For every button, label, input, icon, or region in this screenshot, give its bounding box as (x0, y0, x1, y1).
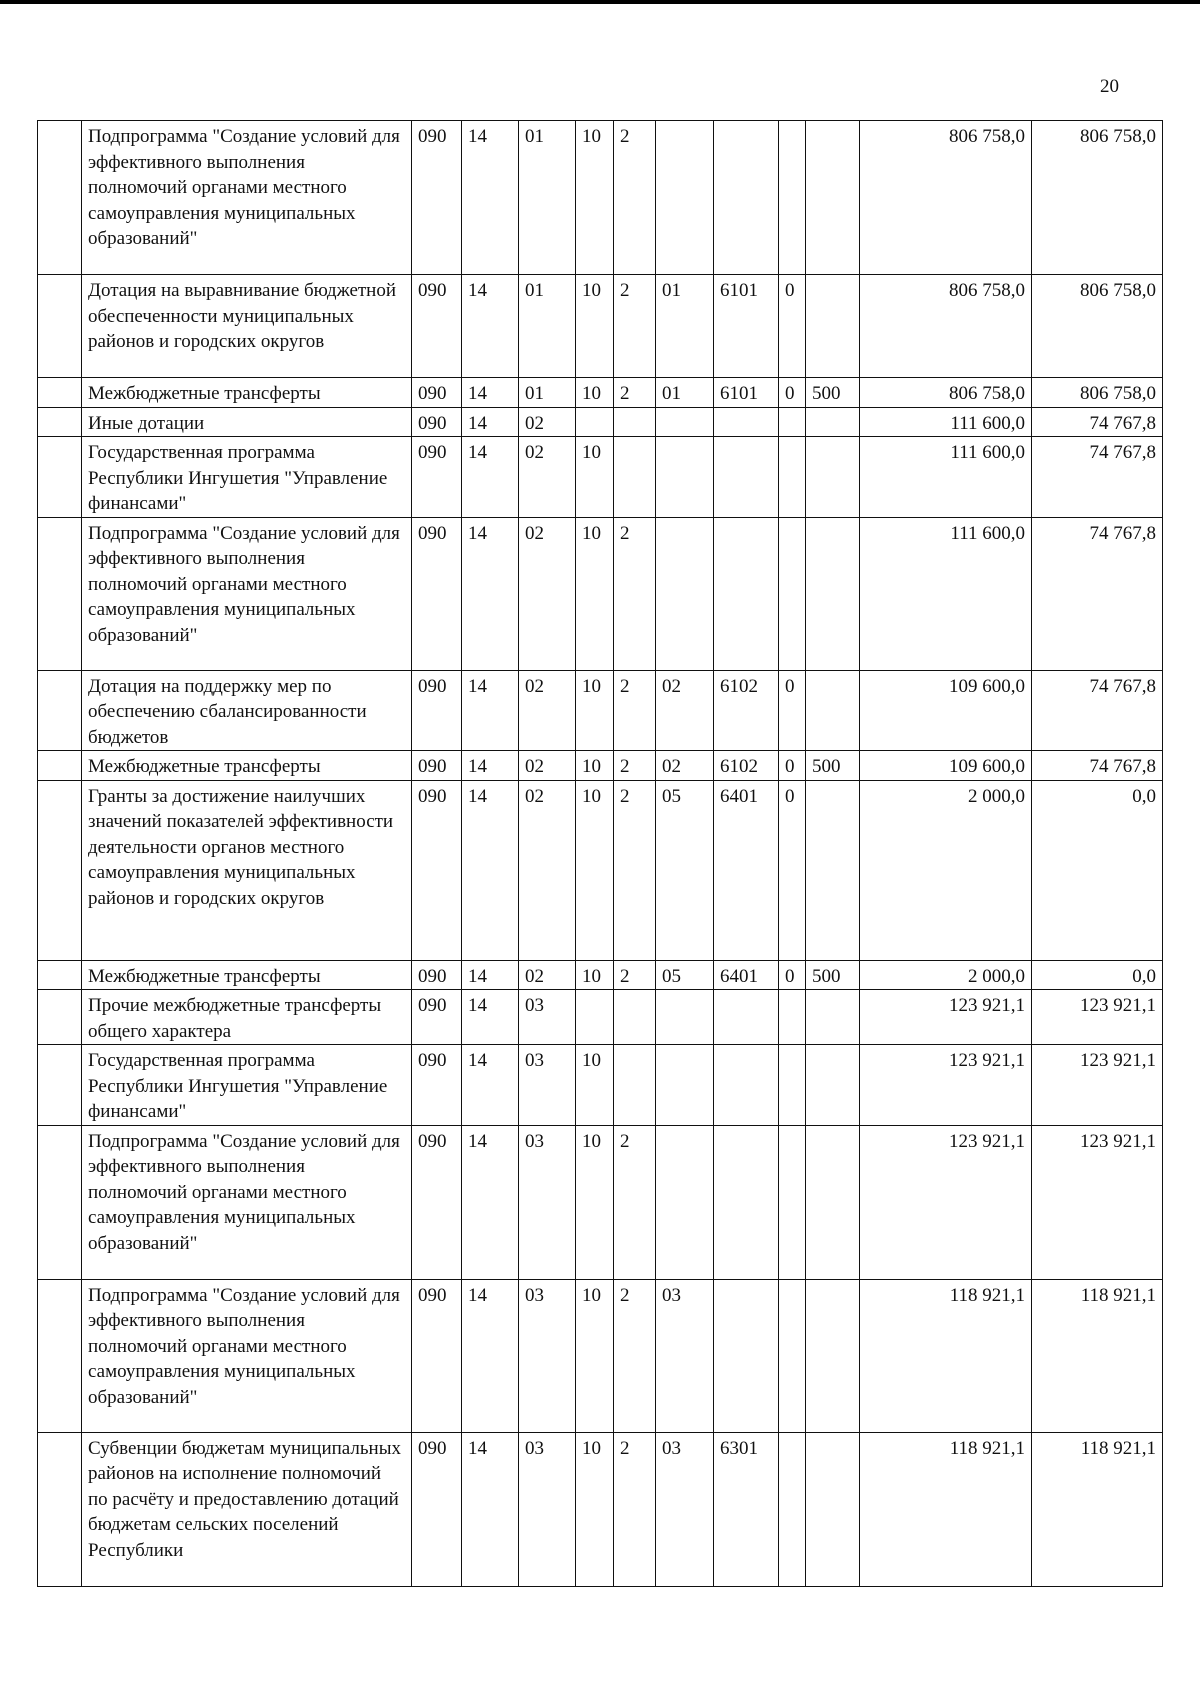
expense-type-cell (806, 1045, 860, 1126)
event-code-cell: 03 (656, 1279, 714, 1432)
subprogram-code-cell: 2 (614, 378, 656, 408)
direction-code-cell: 6102 (714, 670, 779, 751)
table-row (38, 437, 1163, 518)
amount-executed-cell: 0,0 (1032, 780, 1163, 960)
section-code-cell: 14 (462, 1432, 519, 1586)
program-code-cell: 10 (576, 275, 614, 378)
amount-cell: 118 921,1 (860, 1279, 1032, 1432)
subsection-code-cell: 01 (519, 378, 576, 408)
table-row (38, 1432, 1163, 1586)
amount-executed-cell: 74 767,8 (1032, 407, 1163, 437)
program-code-cell: 10 (576, 1432, 614, 1586)
name-cell: Подпрограмма "Создание условий для эффективного выполнения полномочий органами местного самоуправления муниципальных образований" (82, 1279, 412, 1432)
suffix-code-cell (779, 1125, 806, 1279)
program-code-cell (576, 990, 614, 1045)
suffix-code-cell: 0 (779, 960, 806, 990)
subprogram-code-cell: 2 (614, 1125, 656, 1279)
direction-code-cell (714, 121, 779, 275)
section-code-cell: 14 (462, 990, 519, 1045)
index-cell (38, 275, 82, 378)
section-code-cell: 14 (462, 378, 519, 408)
direction-code-cell: 6101 (714, 275, 779, 378)
ministry-code-cell: 090 (412, 1125, 462, 1279)
amount-executed-cell: 118 921,1 (1032, 1279, 1163, 1432)
ministry-code-cell: 090 (412, 960, 462, 990)
suffix-code-cell (779, 1045, 806, 1126)
section-code-cell: 14 (462, 407, 519, 437)
table-row (38, 407, 1163, 437)
suffix-code-cell (779, 1432, 806, 1586)
index-cell (38, 1432, 82, 1586)
name-cell: Подпрограмма "Создание условий для эффективного выполнения полномочий органами местного самоуправления муниципальных образований" (82, 517, 412, 670)
direction-code-cell (714, 990, 779, 1045)
subprogram-code-cell: 2 (614, 121, 656, 275)
index-cell (38, 751, 82, 781)
table-row (38, 517, 1163, 670)
expense-type-cell (806, 121, 860, 275)
event-code-cell (656, 1045, 714, 1126)
program-code-cell: 10 (576, 670, 614, 751)
index-cell (38, 670, 82, 751)
amount-executed-cell: 0,0 (1032, 960, 1163, 990)
event-code-cell: 03 (656, 1432, 714, 1586)
subprogram-code-cell: 2 (614, 960, 656, 990)
ministry-code-cell: 090 (412, 1045, 462, 1126)
amount-cell: 109 600,0 (860, 751, 1032, 781)
amount-executed-cell: 806 758,0 (1032, 275, 1163, 378)
event-code-cell (656, 407, 714, 437)
amount-executed-cell: 118 921,1 (1032, 1432, 1163, 1586)
event-code-cell: 02 (656, 751, 714, 781)
amount-executed-cell: 74 767,8 (1032, 437, 1163, 518)
amount-cell: 806 758,0 (860, 378, 1032, 408)
amount-cell: 123 921,1 (860, 990, 1032, 1045)
subprogram-code-cell: 2 (614, 275, 656, 378)
suffix-code-cell: 0 (779, 751, 806, 781)
suffix-code-cell: 0 (779, 378, 806, 408)
subprogram-code-cell: 2 (614, 670, 656, 751)
amount-executed-cell: 74 767,8 (1032, 517, 1163, 670)
direction-code-cell (714, 1279, 779, 1432)
program-code-cell: 10 (576, 121, 614, 275)
amount-cell: 123 921,1 (860, 1125, 1032, 1279)
section-code-cell: 14 (462, 1045, 519, 1126)
amount-cell: 806 758,0 (860, 121, 1032, 275)
amount-cell: 2 000,0 (860, 960, 1032, 990)
name-cell: Государственная программа Республики Ингушетия "Управление финансами" (82, 1045, 412, 1126)
amount-executed-cell: 806 758,0 (1032, 121, 1163, 275)
ministry-code-cell: 090 (412, 407, 462, 437)
subsection-code-cell: 01 (519, 121, 576, 275)
program-code-cell (576, 407, 614, 437)
amount-executed-cell: 123 921,1 (1032, 1125, 1163, 1279)
table-row (38, 751, 1163, 781)
ministry-code-cell: 090 (412, 121, 462, 275)
direction-code-cell (714, 1045, 779, 1126)
subprogram-code-cell: 2 (614, 517, 656, 670)
expense-type-cell (806, 780, 860, 960)
subprogram-code-cell (614, 990, 656, 1045)
section-code-cell: 14 (462, 751, 519, 781)
program-code-cell: 10 (576, 437, 614, 518)
ministry-code-cell: 090 (412, 1279, 462, 1432)
page-top-edge (0, 0, 1200, 4)
section-code-cell: 14 (462, 437, 519, 518)
subsection-code-cell: 02 (519, 780, 576, 960)
index-cell (38, 1125, 82, 1279)
section-code-cell: 14 (462, 670, 519, 751)
program-code-cell: 10 (576, 780, 614, 960)
suffix-code-cell (779, 437, 806, 518)
ministry-code-cell: 090 (412, 751, 462, 781)
section-code-cell: 14 (462, 780, 519, 960)
page-number: 20 (1100, 76, 1119, 97)
ministry-code-cell: 090 (412, 275, 462, 378)
program-code-cell: 10 (576, 517, 614, 670)
index-cell (38, 378, 82, 408)
expense-type-cell (806, 1279, 860, 1432)
amount-executed-cell: 74 767,8 (1032, 751, 1163, 781)
section-code-cell: 14 (462, 1279, 519, 1432)
amount-executed-cell: 123 921,1 (1032, 990, 1163, 1045)
section-code-cell: 14 (462, 275, 519, 378)
amount-cell: 109 600,0 (860, 670, 1032, 751)
table-row (38, 1125, 1163, 1279)
expense-type-cell (806, 517, 860, 670)
name-cell: Прочие межбюджетные трансферты общего характера (82, 990, 412, 1045)
suffix-code-cell: 0 (779, 670, 806, 751)
name-cell: Дотация на выравнивание бюджетной обеспеченности муниципальных районов и городских округов (82, 275, 412, 378)
ministry-code-cell: 090 (412, 990, 462, 1045)
ministry-code-cell: 090 (412, 780, 462, 960)
event-code-cell: 05 (656, 780, 714, 960)
subsection-code-cell: 03 (519, 1125, 576, 1279)
expense-type-cell (806, 1432, 860, 1586)
subprogram-code-cell: 2 (614, 1279, 656, 1432)
ministry-code-cell: 090 (412, 670, 462, 751)
subsection-code-cell: 03 (519, 1432, 576, 1586)
direction-code-cell: 6101 (714, 378, 779, 408)
name-cell: Гранты за достижение наилучших значений показателей эффективности деятельности органов местного самоуправления муниципальных районов и городских округов (82, 780, 412, 960)
expense-type-cell (806, 407, 860, 437)
budget-table (37, 120, 1163, 1587)
event-code-cell (656, 517, 714, 670)
name-cell: Иные дотации (82, 407, 412, 437)
subsection-code-cell: 01 (519, 275, 576, 378)
table-row (38, 1045, 1163, 1126)
table-row (38, 1279, 1163, 1432)
direction-code-cell: 6102 (714, 751, 779, 781)
name-cell: Государственная программа Республики Ингушетия "Управление финансами" (82, 437, 412, 518)
index-cell (38, 1279, 82, 1432)
name-cell: Межбюджетные трансферты (82, 751, 412, 781)
subprogram-code-cell: 2 (614, 780, 656, 960)
direction-code-cell: 6301 (714, 1432, 779, 1586)
direction-code-cell: 6401 (714, 960, 779, 990)
subprogram-code-cell: 2 (614, 751, 656, 781)
amount-executed-cell: 806 758,0 (1032, 378, 1163, 408)
suffix-code-cell: 0 (779, 780, 806, 960)
table-row (38, 990, 1163, 1045)
amount-cell: 806 758,0 (860, 275, 1032, 378)
event-code-cell: 05 (656, 960, 714, 990)
direction-code-cell (714, 407, 779, 437)
program-code-cell: 10 (576, 1045, 614, 1126)
table-row (38, 670, 1163, 751)
index-cell (38, 960, 82, 990)
subsection-code-cell: 03 (519, 1045, 576, 1126)
index-cell (38, 780, 82, 960)
subprogram-code-cell (614, 1045, 656, 1126)
suffix-code-cell (779, 121, 806, 275)
suffix-code-cell (779, 990, 806, 1045)
suffix-code-cell: 0 (779, 275, 806, 378)
table-row (38, 960, 1163, 990)
name-cell: Межбюджетные трансферты (82, 378, 412, 408)
name-cell: Дотация на поддержку мер по обеспечению сбалансированности бюджетов (82, 670, 412, 751)
expense-type-cell (806, 990, 860, 1045)
expense-type-cell: 500 (806, 751, 860, 781)
event-code-cell (656, 121, 714, 275)
event-code-cell (656, 1125, 714, 1279)
suffix-code-cell (779, 1279, 806, 1432)
subsection-code-cell: 03 (519, 1279, 576, 1432)
ministry-code-cell: 090 (412, 517, 462, 670)
index-cell (38, 517, 82, 670)
table-row (38, 378, 1163, 408)
amount-cell: 111 600,0 (860, 517, 1032, 670)
amount-executed-cell: 74 767,8 (1032, 670, 1163, 751)
section-code-cell: 14 (462, 517, 519, 670)
event-code-cell: 01 (656, 378, 714, 408)
index-cell (38, 990, 82, 1045)
subsection-code-cell: 02 (519, 437, 576, 518)
subprogram-code-cell (614, 437, 656, 518)
program-code-cell: 10 (576, 378, 614, 408)
ministry-code-cell: 090 (412, 378, 462, 408)
expense-type-cell (806, 437, 860, 518)
name-cell: Межбюджетные трансферты (82, 960, 412, 990)
expense-type-cell (806, 670, 860, 751)
amount-cell: 111 600,0 (860, 407, 1032, 437)
index-cell (38, 121, 82, 275)
program-code-cell: 10 (576, 751, 614, 781)
budget-table-body (38, 121, 1163, 1587)
index-cell (38, 1045, 82, 1126)
expense-type-cell (806, 1125, 860, 1279)
amount-cell: 111 600,0 (860, 437, 1032, 518)
amount-executed-cell: 123 921,1 (1032, 1045, 1163, 1126)
subsection-code-cell: 03 (519, 990, 576, 1045)
name-cell: Субвенции бюджетам муниципальных районов на исполнение полномочий по расчёту и предоставлению дотаций бюджетам сельских поселений Республики (82, 1432, 412, 1586)
suffix-code-cell (779, 407, 806, 437)
amount-cell: 118 921,1 (860, 1432, 1032, 1586)
expense-type-cell (806, 275, 860, 378)
section-code-cell: 14 (462, 1125, 519, 1279)
direction-code-cell: 6401 (714, 780, 779, 960)
direction-code-cell (714, 437, 779, 518)
section-code-cell: 14 (462, 121, 519, 275)
amount-cell: 123 921,1 (860, 1045, 1032, 1126)
index-cell (38, 437, 82, 518)
event-code-cell: 01 (656, 275, 714, 378)
expense-type-cell: 500 (806, 960, 860, 990)
subsection-code-cell: 02 (519, 407, 576, 437)
event-code-cell (656, 437, 714, 518)
program-code-cell: 10 (576, 1125, 614, 1279)
ministry-code-cell: 090 (412, 1432, 462, 1586)
index-cell (38, 407, 82, 437)
direction-code-cell (714, 1125, 779, 1279)
section-code-cell: 14 (462, 960, 519, 990)
amount-cell: 2 000,0 (860, 780, 1032, 960)
table-row (38, 121, 1163, 275)
event-code-cell: 02 (656, 670, 714, 751)
program-code-cell: 10 (576, 960, 614, 990)
direction-code-cell (714, 517, 779, 670)
suffix-code-cell (779, 517, 806, 670)
subsection-code-cell: 02 (519, 751, 576, 781)
subprogram-code-cell: 2 (614, 1432, 656, 1586)
subprogram-code-cell (614, 407, 656, 437)
table-row (38, 780, 1163, 960)
subsection-code-cell: 02 (519, 517, 576, 670)
expense-type-cell: 500 (806, 378, 860, 408)
event-code-cell (656, 990, 714, 1045)
ministry-code-cell: 090 (412, 437, 462, 518)
program-code-cell: 10 (576, 1279, 614, 1432)
subsection-code-cell: 02 (519, 670, 576, 751)
table-row (38, 275, 1163, 378)
name-cell: Подпрограмма "Создание условий для эффективного выполнения полномочий органами местного самоуправления муниципальных образований" (82, 121, 412, 275)
subsection-code-cell: 02 (519, 960, 576, 990)
name-cell: Подпрограмма "Создание условий для эффективного выполнения полномочий органами местного самоуправления муниципальных образований" (82, 1125, 412, 1279)
